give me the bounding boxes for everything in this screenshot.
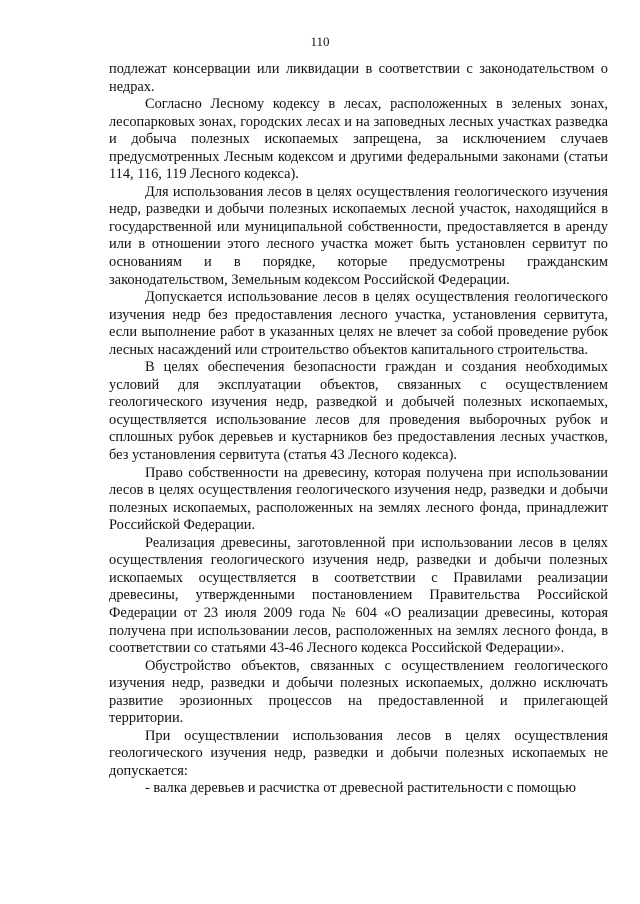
page-number: 110 [310, 34, 330, 49]
paragraph-continuation: подлежат консервации или ликвидации в соответствии с законодательством о недрах. [109, 61, 608, 95]
list-item: - валка деревьев и расчистка от древесной растительности с помощью [145, 780, 576, 797]
paragraph: Для использования лесов в целях осуществления геологического изучения недр, разведки и добычи полезных ископаемых лесной участок, находящийся в государственной или муниципальной собственности, предоставляется в аренду или в отношении этого лесного участка может быть установлен сервитут по основаниям и в порядке, которые предусмотрены гражданским законодательством, Земельным кодексом Российской Федерации. [109, 183, 608, 288]
paragraph: В целях обеспечения безопасности граждан и создания необходимых условий для эксплуатации объектов, связанных с осуществлением геологического изучения недр, разведкой и добычей полезных ископаемых, осуществляется использование лесов для проведения выборочных рубок и сплошных рубок деревьев и кустарников без предоставления лесных участков, без установления сервитута (статья 43 Лесного кодекса). [109, 359, 608, 464]
paragraph: Согласно Лесному кодексу в лесах, расположенных в зеленых зонах, лесопарковых зонах, городских лесах и на заповедных лесных участках разведка и добыча полезных ископаемых запрещена, за исключением случаев предусмотренных Лесным кодексом и другими федеральными законами (статьи 114, 116, 119 Лесного кодекса). [109, 96, 608, 183]
paragraph: Обустройство объектов, связанных с осуществлением геологического изучения недр, разведки и добычи полезных ископаемых, должно исключать развитие эрозионных процессов на предоставленной и прилегающей территории. [109, 657, 608, 727]
paragraph: Реализация древесины, заготовленной при использовании лесов в целях осуществления геологического изучения недр, разведки и добычи полезных ископаемых осуществляется в соответствии с Правилами реализации древесины, утвержденными постановлением Правительства Российской Федерации от 23 июля 2009 года № 604 «О реализации древесины, которая получена при использовании лесов, расположенных на землях лесного фонда, в соответствии со статьями 43-46 Лесного кодекса Российской Федерации». [109, 534, 608, 657]
paragraph: Допускается использование лесов в целях осуществления геологического изучения недр без предоставления лесного участка, установления сервитута, если выполнение работ в указанных целях не влечет за собой проведение рубок лесных насаждений или строительство объектов капитального строительства. [109, 289, 608, 358]
body-text [109, 61, 608, 798]
paragraph: Право собственности на древесину, которая получена при использовании лесов в целях осуществления геологического изучения недр, разведки и добычи полезных ископаемых, расположенных на землях лесного фонда, принадлежит Российской Федерации. [109, 464, 608, 534]
paragraph: При осуществлении использования лесов в целях осуществления геологического изучения недр, разведки и добычи полезных ископаемых не допускается: [109, 727, 608, 779]
